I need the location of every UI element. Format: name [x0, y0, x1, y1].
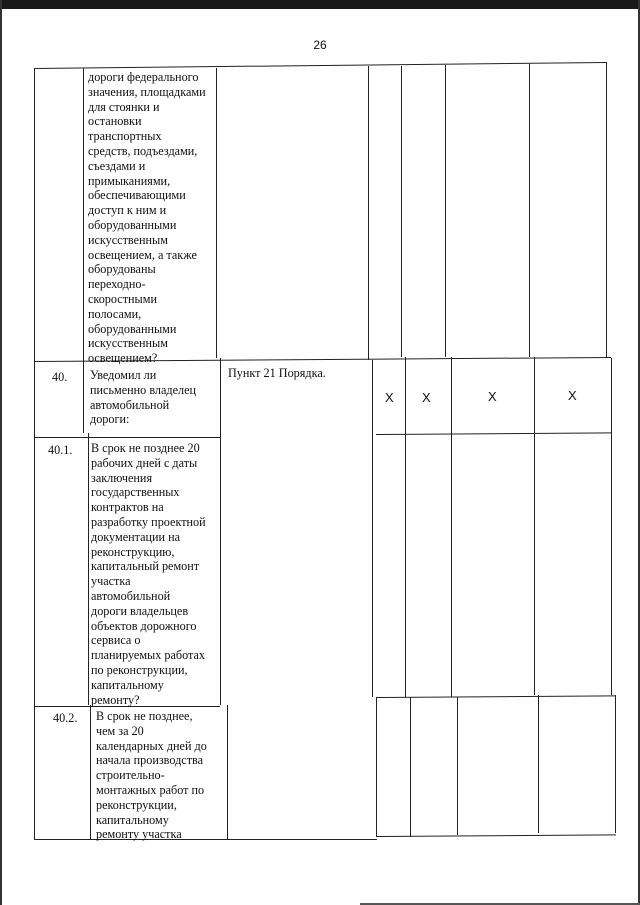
- row-border: [34, 62, 606, 69]
- table-divider-question: [216, 68, 217, 358]
- text-line: искусственным: [88, 336, 168, 351]
- table-border-left: [34, 68, 35, 840]
- scan-top-edge: [0, 0, 640, 9]
- text-line: значения, площадками: [88, 84, 206, 99]
- question-text: [88, 70, 206, 366]
- text-line: ремонту?: [91, 692, 140, 707]
- text-line: письменно владелец: [90, 382, 197, 397]
- table-divider-number: [90, 705, 91, 840]
- text-line: средств, подъездами,: [88, 143, 198, 158]
- text-line: реконструкцию,: [91, 544, 175, 559]
- text-line: транспортных: [88, 129, 162, 144]
- text-line: дороги владельцев: [91, 603, 189, 618]
- text-line: обеспечивающими: [88, 188, 186, 203]
- text-line: дороги:: [90, 412, 130, 427]
- question-text: [96, 709, 207, 842]
- table-border-right: [615, 695, 616, 833]
- text-line: по реконструкции,: [91, 662, 188, 677]
- text-line: реконструкции,: [96, 797, 177, 812]
- table-divider-no: [451, 357, 452, 697]
- table-divider-na: [534, 357, 535, 695]
- row-border: [376, 695, 615, 698]
- text-line: оборудованными: [88, 321, 177, 336]
- text-line: доступ к ним и: [88, 203, 167, 218]
- page-number: 26: [313, 38, 327, 52]
- text-line: объектов дорожного: [91, 618, 197, 633]
- table-divider-number: [83, 68, 84, 433]
- text-line: примыканиями,: [88, 173, 171, 188]
- row-number: 40.2.: [53, 711, 78, 725]
- table-divider-yes: [405, 357, 406, 697]
- text-line: переходно-: [88, 277, 146, 292]
- text-line: оборудованы: [88, 262, 156, 277]
- text-line: капитальный ремонт: [91, 559, 200, 574]
- text-line: автомобильной: [91, 588, 171, 603]
- table-border-right: [611, 358, 612, 695]
- text-line: скоростными: [88, 291, 157, 306]
- mark-not-applicable: Х: [488, 389, 497, 404]
- table-divider-na: [529, 64, 530, 357]
- text-line: остановки: [88, 114, 142, 129]
- text-line: Уведомил ли: [90, 368, 157, 382]
- mark-no: Х: [422, 390, 431, 405]
- mark-yes: Х: [385, 390, 394, 405]
- table-divider-yes: [410, 697, 411, 837]
- question-text: [91, 441, 206, 707]
- table-divider-reference: [368, 66, 369, 360]
- text-line: начала производства: [96, 753, 204, 768]
- table-divider-reference: [372, 360, 373, 697]
- text-line: для стоянки и: [88, 99, 160, 114]
- text-line: ремонту участка: [96, 827, 182, 842]
- scan-left-edge: [0, 0, 2, 905]
- text-line: разработку проектной: [91, 514, 206, 529]
- table-divider-question: [220, 358, 221, 705]
- text-line: полосами,: [88, 306, 142, 321]
- text-line: В срок не позднее,: [96, 709, 193, 723]
- text-line: документации на: [91, 529, 181, 544]
- text-line: съездами и: [88, 158, 146, 173]
- text-line: искусственным: [88, 232, 168, 247]
- text-line: В срок не позднее 20: [91, 441, 200, 455]
- mark-note: Х: [568, 388, 577, 403]
- text-line: освещением, а также: [88, 247, 197, 262]
- table-divider-yes: [401, 66, 402, 357]
- question-text: [90, 368, 196, 427]
- table-divider-reference: [376, 697, 377, 837]
- text-line: освещением?: [88, 351, 158, 366]
- text-line: чем за 20: [96, 723, 144, 738]
- text-line: заключения: [91, 470, 153, 485]
- row-border: [376, 432, 612, 435]
- table-divider-no: [457, 697, 458, 835]
- text-line: государственных: [91, 485, 180, 500]
- table-border-right: [606, 62, 607, 358]
- text-line: участка: [91, 574, 131, 589]
- text-line: монтажных работ по: [96, 782, 205, 797]
- table-divider-question: [227, 705, 228, 840]
- row-number: 40.: [52, 370, 68, 384]
- text-line: сервиса о: [91, 633, 141, 648]
- text-line: капитальному: [96, 812, 169, 827]
- text-line: дороги федерального: [88, 70, 199, 84]
- text-line: календарных дней до: [96, 738, 207, 753]
- row-border: [34, 437, 220, 438]
- table-divider-na: [538, 695, 539, 833]
- reference-text: Пункт 21 Порядка.: [228, 366, 326, 380]
- text-line: капитальному: [91, 677, 164, 692]
- row-number: 40.1.: [48, 443, 73, 457]
- text-line: оборудованными: [88, 217, 177, 232]
- row-border: [376, 834, 616, 837]
- text-line: строительно-: [96, 768, 165, 783]
- text-line: контрактов на: [91, 500, 164, 515]
- text-line: рабочих дней с даты: [91, 455, 198, 470]
- table-divider-no: [445, 65, 446, 357]
- text-line: автомобильной: [90, 397, 170, 412]
- table-divider-number: [88, 433, 89, 705]
- text-line: планируемых работах: [91, 648, 205, 663]
